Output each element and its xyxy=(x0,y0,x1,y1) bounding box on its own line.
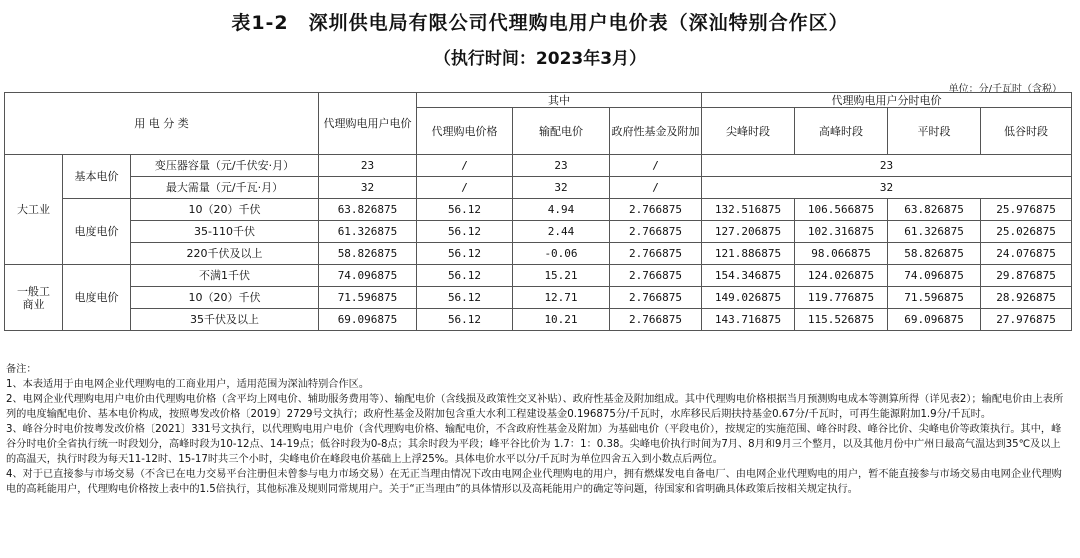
gov-fund-header: 政府性基金及附加 xyxy=(610,108,702,155)
category-header: 用 电 分 类 xyxy=(5,93,319,155)
fund-cell: / xyxy=(610,177,702,199)
sharp-cell: 149.026875 xyxy=(702,287,795,309)
large-industry-label: 大工业 xyxy=(5,155,63,265)
high-cell: 106.566875 xyxy=(795,199,888,221)
basic-price-label: 基本电价 xyxy=(63,155,131,199)
note-item: 2、电网企业代理购电用户电价由代理购电价格（含平均上网电价、辅助服务费用等）、输配电价（含线损及政策性交叉补贴）、政府性基金及附加组成。其中代理购电价格根据当月预测购电成本等测算所得（详见表2）；输配电价由上表所列的电度输配电价、基本电价构成，按照粤发改价格〔2019〕2729号文执行；政府性基金及附加包含重大水利工程建设基金0.196875分/千瓦时，水库移民后期扶持基金0.67分/千瓦时，可再生能源附加1.9分/千瓦时。 xyxy=(6,394,1064,420)
agency-cell: 56.12 xyxy=(417,309,513,331)
transmission-header: 输配电价 xyxy=(513,108,610,155)
general-label: 一般工商业 xyxy=(5,265,63,331)
tou-cell: 32 xyxy=(702,177,1072,199)
sharp-cell: 154.346875 xyxy=(702,265,795,287)
high-cell: 124.026875 xyxy=(795,265,888,287)
valley-cell: 27.976875 xyxy=(981,309,1072,331)
valley-cell: 29.876875 xyxy=(981,265,1072,287)
table-row xyxy=(5,221,1072,243)
transmission-cell: -0.06 xyxy=(513,243,610,265)
agency-cell: 56.12 xyxy=(417,221,513,243)
fund-cell: 2.766875 xyxy=(610,199,702,221)
valley-cell: 28.926875 xyxy=(981,287,1072,309)
agency-cell: 56.12 xyxy=(417,287,513,309)
sharp-cell: 127.206875 xyxy=(702,221,795,243)
fund-cell: 2.766875 xyxy=(610,221,702,243)
agency-cell: / xyxy=(417,177,513,199)
flat-cell: 61.326875 xyxy=(888,221,981,243)
transmission-cell: 4.94 xyxy=(513,199,610,221)
valley-header: 低谷时段 xyxy=(981,108,1072,155)
valley-cell: 25.976875 xyxy=(981,199,1072,221)
total-cell: 58.826875 xyxy=(319,243,417,265)
transmission-cell: 15.21 xyxy=(513,265,610,287)
row-label: 35-110千伏 xyxy=(131,221,319,243)
flat-cell: 58.826875 xyxy=(888,243,981,265)
valley-cell: 24.076875 xyxy=(981,243,1072,265)
tou-group-header: 代理购电用户分时电价 xyxy=(702,93,1072,108)
note-item: 4、对于已直接参与市场交易（不含已在电力交易平台注册但未曾参与电力市场交易）在无正当理由情况下改由电网企业代理购电的用户，拥有燃煤发电自备电厂、由电网企业代理购电的用户，暂不能直接参与市场交易由电网企业代理购电的高耗能用户，代理购电价格按上表中的1.5倍执行，其他标准及规则同常规用户。关于“正当理由”的具体情形以及高耗能用户的确定等问题，待国家和省明确具体政策后按相关规定执行。 xyxy=(6,469,1062,495)
total-cell: 63.826875 xyxy=(319,199,417,221)
table-row xyxy=(5,243,1072,265)
total-cell: 23 xyxy=(319,155,417,177)
row-label: 最大需量（元/千瓦·月） xyxy=(131,177,319,199)
header-row-1 xyxy=(5,93,1072,108)
fund-cell: / xyxy=(610,155,702,177)
fund-cell: 2.766875 xyxy=(610,243,702,265)
table-row xyxy=(5,287,1072,309)
note-item: 3、峰谷分时电价按粤发改价格〔2021〕331号文执行，以代理购电用户电价（含代理购电价格、输配电价，不含政府性基金及附加）为基础电价（平段电价），按规定的实施范围、峰谷时段、峰谷比价、尖峰电价等政策执行。其中，峰谷分时电价全省执行统一时段划分，高峰时段为10-12点、14-19点；低谷时段为0-8点；其余时段为平段；峰平谷比价为 1.7：1：0.38。尖峰电价执行时间为7月、8月和9月三个整月，以及其他月份中广州日最高气温达到35℃及以上的高温天，执行时段为每天11-12时、15-17时共三个小时，尖峰电价在峰段电价基础上上浮25%。具体电价水平以分/千瓦时为单位四舍五入到小数点后两位。 xyxy=(6,424,1062,465)
sharp-cell: 132.516875 xyxy=(702,199,795,221)
agency-cell: 56.12 xyxy=(417,199,513,221)
flat-cell: 74.096875 xyxy=(888,265,981,287)
fund-cell: 2.766875 xyxy=(610,309,702,331)
high-cell: 119.776875 xyxy=(795,287,888,309)
of-which-header: 其中 xyxy=(417,93,702,108)
flat-header: 平时段 xyxy=(888,108,981,155)
table-subtitle: （执行时间：2023年3月） xyxy=(433,49,647,69)
unit-label: 单位：分/千瓦时（含税） xyxy=(948,84,1062,95)
row-label: 10（20）千伏 xyxy=(131,199,319,221)
agency-purchase-header: 代理购电价格 xyxy=(417,108,513,155)
notes-section xyxy=(6,362,1068,497)
sharp-cell: 121.886875 xyxy=(702,243,795,265)
agency-cell: 56.12 xyxy=(417,265,513,287)
table-row xyxy=(5,265,1072,287)
sharp-peak-header: 尖峰时段 xyxy=(702,108,795,155)
transmission-cell: 32 xyxy=(513,177,610,199)
transmission-cell: 23 xyxy=(513,155,610,177)
total-cell: 74.096875 xyxy=(319,265,417,287)
valley-cell: 25.026875 xyxy=(981,221,1072,243)
row-label: 10（20）千伏 xyxy=(131,287,319,309)
transmission-cell: 2.44 xyxy=(513,221,610,243)
agency-cell: 56.12 xyxy=(417,243,513,265)
total-cell: 32 xyxy=(319,177,417,199)
high-cell: 98.066875 xyxy=(795,243,888,265)
sharp-cell: 143.716875 xyxy=(702,309,795,331)
price-table xyxy=(4,92,1072,331)
table-row xyxy=(5,309,1072,331)
table-row xyxy=(5,177,1072,199)
row-label: 35千伏及以上 xyxy=(131,309,319,331)
agency-cell: / xyxy=(417,155,513,177)
total-cell: 61.326875 xyxy=(319,221,417,243)
notes-heading: 备注： xyxy=(6,364,37,375)
flat-cell: 63.826875 xyxy=(888,199,981,221)
table-row xyxy=(5,155,1072,177)
row-label: 变压器容量（元/千伏安·月） xyxy=(131,155,319,177)
note-item: 1、本表适用于由电网企业代理购电的工商业用户，适用范围为深汕特别合作区。 xyxy=(6,379,370,390)
flat-cell: 71.596875 xyxy=(888,287,981,309)
table-title: 表1-2 深圳供电局有限公司代理购电用户电价表（深汕特别合作区） xyxy=(231,12,849,34)
row-label: 220千伏及以上 xyxy=(131,243,319,265)
agency-price-header: 代理购电用户电价 xyxy=(319,93,417,155)
high-cell: 102.316875 xyxy=(795,221,888,243)
table-row xyxy=(5,199,1072,221)
high-peak-header: 高峰时段 xyxy=(795,108,888,155)
tou-cell: 23 xyxy=(702,155,1072,177)
energy-price-label: 电度电价 xyxy=(63,199,131,265)
fund-cell: 2.766875 xyxy=(610,287,702,309)
high-cell: 115.526875 xyxy=(795,309,888,331)
transmission-cell: 10.21 xyxy=(513,309,610,331)
flat-cell: 69.096875 xyxy=(888,309,981,331)
row-label: 不满1千伏 xyxy=(131,265,319,287)
energy-price-general-label: 电度电价 xyxy=(63,265,131,331)
fund-cell: 2.766875 xyxy=(610,265,702,287)
transmission-cell: 12.71 xyxy=(513,287,610,309)
total-cell: 71.596875 xyxy=(319,287,417,309)
total-cell: 69.096875 xyxy=(319,309,417,331)
